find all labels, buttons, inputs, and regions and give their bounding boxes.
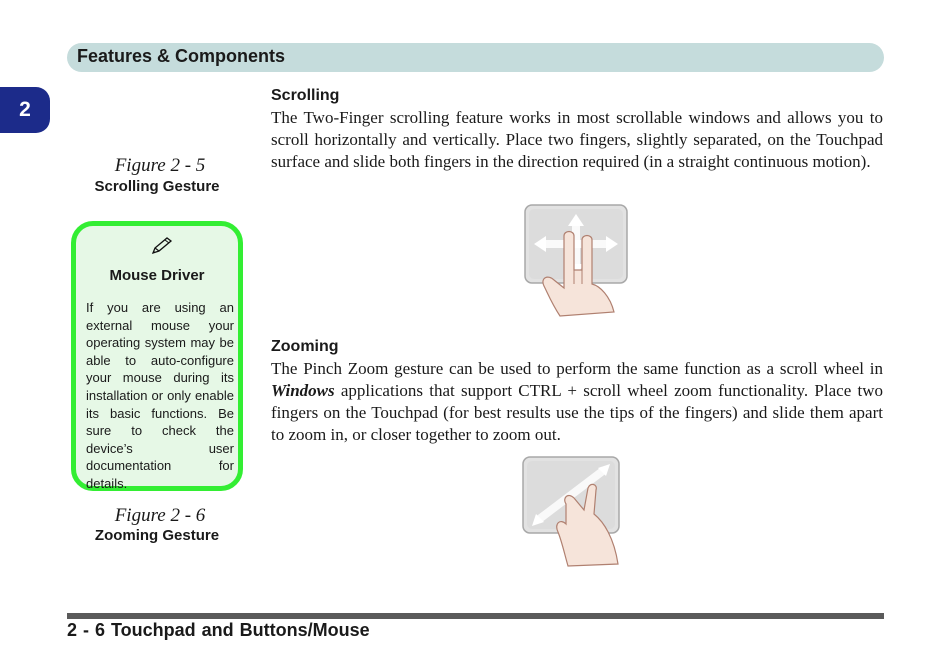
zooming-text-before: The Pinch Zoom gesture can be used to perform the same function as a scroll wheel in (271, 359, 883, 378)
zooming-heading: Zooming (271, 338, 339, 355)
footer-page-label: 2 - 6 Touchpad and Buttons/Mouse (67, 620, 370, 640)
zooming-text-after: applications that support CTRL + scroll wheel zoom functionality. Place two fingers on the Touchpad (for best results use the tips of the fingers) and slide them apart to zoom in, or closer together to zoom out. (271, 381, 883, 444)
note-body: If you are using an external mouse your operating system may be able to auto-configure your mouse during its installation or only enable its basic functions. Be sure to check the device’s user documentation for details. (86, 300, 234, 491)
scrolling-paragraph: The Two-Finger scrolling feature works in most scrollable windows and allows you to scroll horizontally and vertically. Place two fingers, slightly separated, on the Touchpad surface and slide both fingers in the direction required (in a straight continuous motion). (271, 108, 883, 171)
figure-number-scrolling: Figure 2 - 5 (114, 155, 206, 176)
figure-caption-scrolling: Scrolling Gesture (94, 178, 220, 195)
pencil-icon (150, 236, 174, 256)
section-header-bar (67, 43, 884, 72)
section-header-title: Features & Components (77, 46, 286, 66)
windows-emphasis: Windows (271, 381, 335, 400)
note-box (71, 221, 243, 491)
footer-rule (67, 613, 884, 619)
scrolling-heading: Scrolling (271, 87, 340, 104)
figure-caption-zooming: Zooming Gesture (94, 527, 220, 544)
zooming-paragraph (271, 358, 883, 446)
zooming-gesture-illustration (518, 452, 634, 568)
chapter-tab: 2 (0, 87, 50, 133)
figure-number-zooming: Figure 2 - 6 (114, 505, 206, 526)
note-title: Mouse Driver (109, 267, 205, 284)
scrolling-gesture-illustration (520, 200, 632, 318)
